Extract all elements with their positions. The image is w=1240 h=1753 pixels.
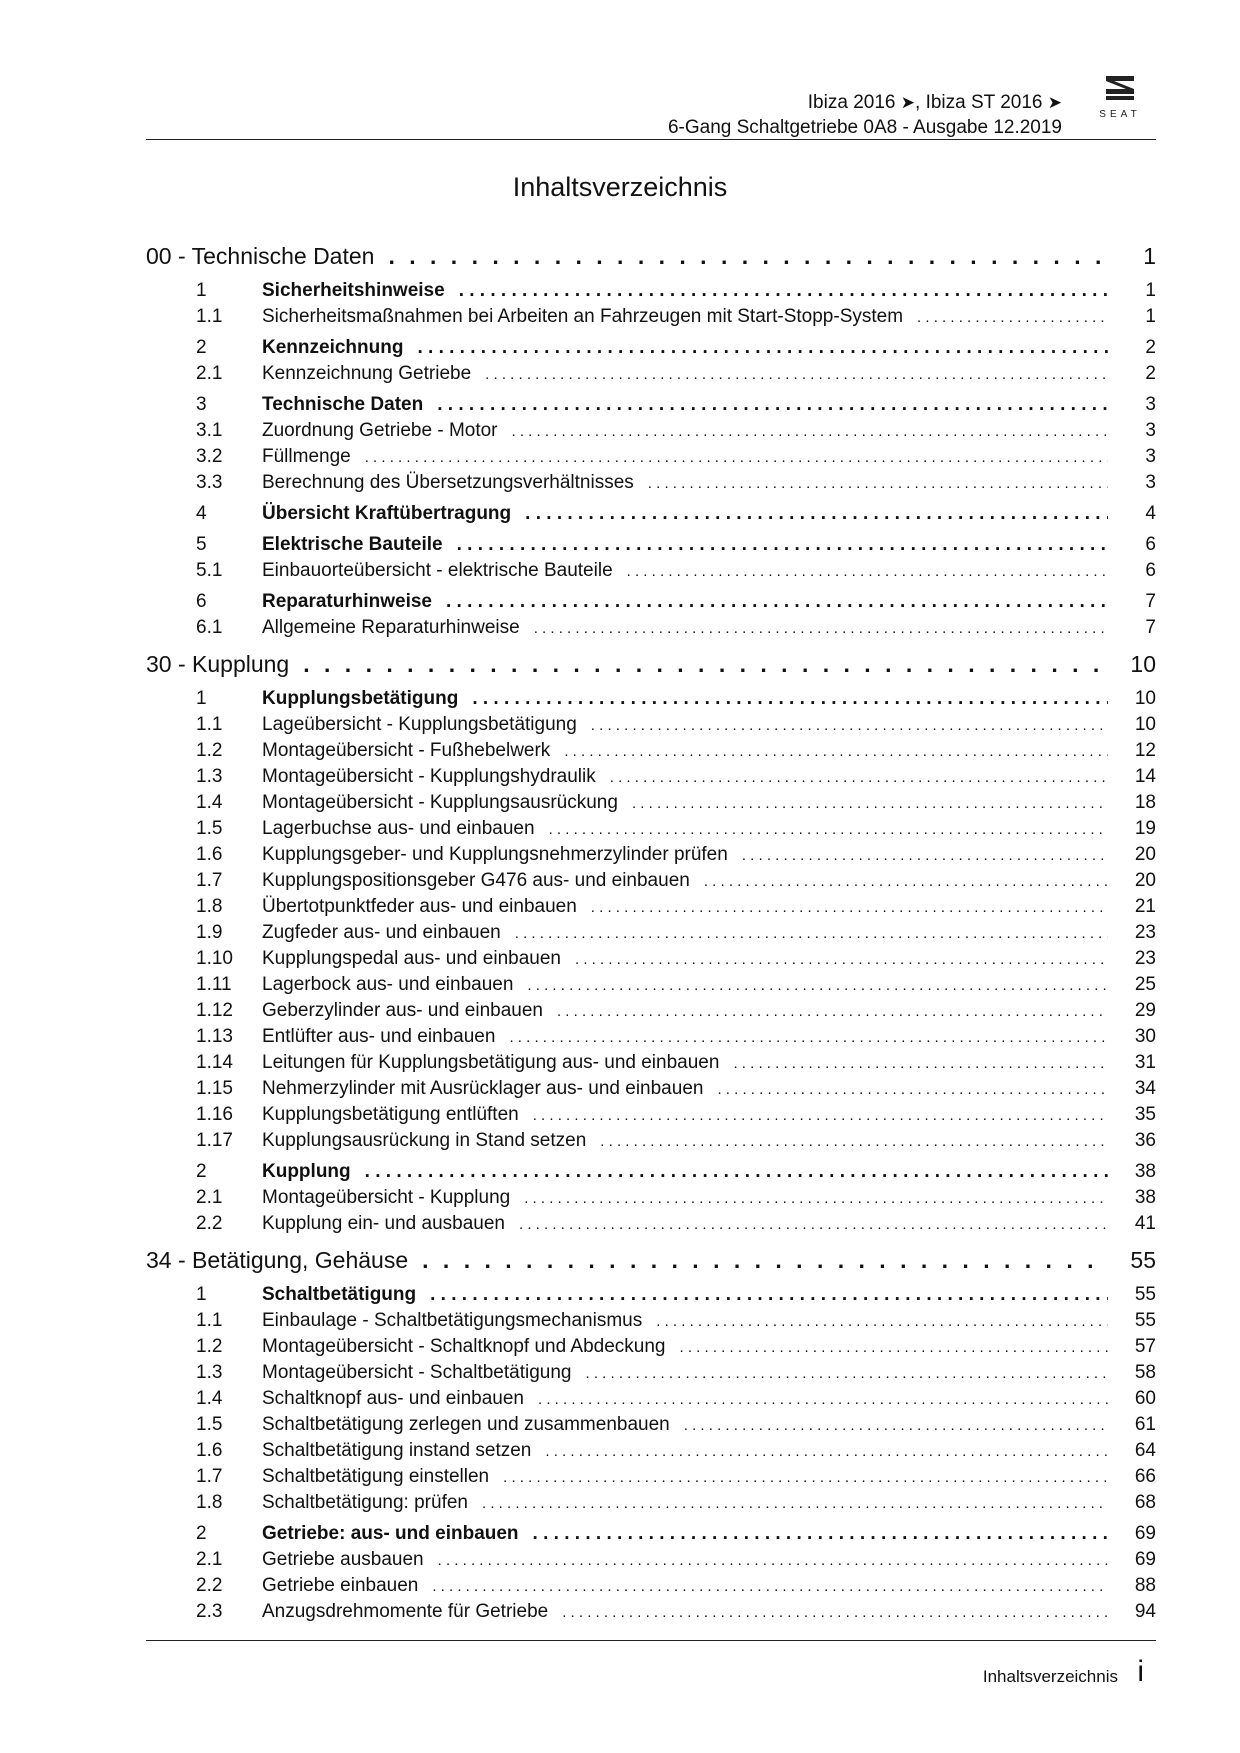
toc-entry-number: 1.13 xyxy=(196,1026,233,1047)
toc-entry-number: 1.7 xyxy=(196,870,223,891)
toc-entry-number: 3.3 xyxy=(196,472,223,493)
toc-entry-title: Schaltbetätigung einstellen xyxy=(262,1466,490,1487)
toc-entry-page: 2 xyxy=(1145,337,1156,358)
dot-leader xyxy=(538,1387,1108,1413)
dot-leader xyxy=(503,1465,1108,1491)
dot-leader xyxy=(717,1077,1108,1103)
toc-entry-sub[interactable] xyxy=(146,361,1156,387)
toc-entry-title: Reparaturhinweise xyxy=(262,591,432,612)
toc-entry-page: 61 xyxy=(1134,1414,1156,1435)
toc-entry-sub[interactable] xyxy=(146,1334,1156,1360)
toc-entry-page: 38 xyxy=(1134,1187,1156,1208)
toc-entry-sub[interactable] xyxy=(146,1185,1156,1211)
toc-entry-title: Leitungen für Kupplungsbetätigung aus- und einbauen xyxy=(262,1052,720,1073)
toc-entry-number: 1.2 xyxy=(196,740,223,761)
toc-entry-number: 1.6 xyxy=(196,844,223,865)
header-model-2: Ibiza ST 2016 xyxy=(925,92,1043,113)
toc-entry-sub[interactable] xyxy=(146,1102,1156,1128)
toc-entry-title: Elektrische Bauteile xyxy=(262,534,443,555)
toc-entry-page: 10 xyxy=(1134,714,1156,735)
dot-leader xyxy=(485,362,1108,388)
toc-entry-number: 3.2 xyxy=(196,446,223,467)
seat-logo-icon xyxy=(1092,72,1148,122)
toc-entry-number: 1.1 xyxy=(196,714,223,735)
toc-entry-sub[interactable] xyxy=(146,1573,1156,1599)
toc-entry-title: Montageübersicht - Kupplungsausrückung xyxy=(262,792,618,813)
toc-entry-sub[interactable] xyxy=(146,1386,1156,1412)
toc-entry-number: 1.14 xyxy=(196,1052,233,1073)
footer-page-number: i xyxy=(1137,1655,1144,1688)
toc-entry-page: 12 xyxy=(1134,740,1156,761)
toc-entry-page: 1 xyxy=(1143,243,1156,269)
toc-entry-page: 30 xyxy=(1134,1026,1156,1047)
toc-entry-page: 7 xyxy=(1145,591,1156,612)
toc-entry-number: 1 xyxy=(196,280,207,301)
toc-entry-number: 2.3 xyxy=(196,1601,223,1622)
dot-leader xyxy=(562,1600,1108,1626)
toc-entry-page: 4 xyxy=(1145,503,1156,524)
dot-leader xyxy=(527,973,1108,999)
toc-entry-page: 3 xyxy=(1145,420,1156,441)
toc-entry-title: Schaltknopf aus- und einbauen xyxy=(262,1388,524,1409)
toc-entry-number: 5.1 xyxy=(196,560,223,581)
toc-entry-page: 35 xyxy=(1134,1104,1156,1125)
toc-entry-title: Zugfeder aus- und einbauen xyxy=(262,922,501,943)
dot-leader xyxy=(525,501,1108,527)
dot-leader xyxy=(564,739,1108,765)
toc-entry-number: 1.3 xyxy=(196,766,223,787)
toc-entry-title: Kupplungsgeber- und Kupplungsnehmerzylinder prüfen xyxy=(262,844,728,865)
dot-leader xyxy=(585,1361,1108,1387)
dot-leader xyxy=(917,305,1108,331)
toc-entry-title: Anzugsdrehmomente für Getriebe xyxy=(262,1601,549,1622)
toc-entry-title: 34 - Betätigung, Gehäuse xyxy=(146,1247,409,1273)
toc-entry-sub[interactable] xyxy=(146,738,1156,764)
toc-entry-title: Einbauorteübersicht - elektrische Bauteile xyxy=(262,560,613,581)
toc-entry-page: 66 xyxy=(1134,1466,1156,1487)
toc-entry-sub[interactable] xyxy=(146,615,1156,641)
toc-entry-page: 23 xyxy=(1134,948,1156,969)
toc-entry-number: 2 xyxy=(196,1523,207,1544)
toc-entry-number: 1.4 xyxy=(196,792,223,813)
toc-entry-number: 2.1 xyxy=(196,1187,223,1208)
toc-entry-section[interactable] xyxy=(146,589,1156,615)
toc-entry-section[interactable] xyxy=(146,1159,1156,1185)
toc-entry-title: Kupplungsbetätigung xyxy=(262,688,459,709)
dot-leader xyxy=(575,947,1108,973)
toc-entry-sub[interactable] xyxy=(146,816,1156,842)
toc-entry-page: 1 xyxy=(1145,306,1156,327)
dot-leader xyxy=(648,471,1108,497)
toc-entry-page: 68 xyxy=(1134,1492,1156,1513)
toc-entry-title: Schaltbetätigung xyxy=(262,1284,417,1305)
toc-entry-number: 1.6 xyxy=(196,1440,223,1461)
toc-entry-number: 2.1 xyxy=(196,363,223,384)
dot-leader xyxy=(417,335,1108,361)
toc-entry-title: Übertotpunktfeder aus- und einbauen xyxy=(262,896,577,917)
toc-entry-title: 00 - Technische Daten xyxy=(146,243,375,269)
toc-entry-number: 3.1 xyxy=(196,420,223,441)
toc-entry-title: Zuordnung Getriebe - Motor xyxy=(262,420,498,441)
toc-entry-title: Montageübersicht - Fußhebelwerk xyxy=(262,740,551,761)
toc-entry-title: Übersicht Kraftübertragung xyxy=(262,503,512,524)
toc-entry-page: 41 xyxy=(1134,1213,1156,1234)
dot-leader xyxy=(600,1129,1108,1155)
dot-leader xyxy=(438,1548,1108,1574)
toc-entry-page: 60 xyxy=(1134,1388,1156,1409)
toc-entry-number: 1.1 xyxy=(196,1310,223,1331)
toc-entry-title: Allgemeine Reparaturhinweise xyxy=(262,617,520,638)
dot-leader xyxy=(515,921,1108,947)
toc-entry-sub[interactable] xyxy=(146,1464,1156,1490)
toc-entry-title: Montageübersicht - Kupplung xyxy=(262,1187,511,1208)
toc-entry-sub[interactable] xyxy=(146,1438,1156,1464)
toc-entry-sub[interactable] xyxy=(146,1076,1156,1102)
dot-leader xyxy=(365,445,1108,471)
toc-entry-number: 1.4 xyxy=(196,1388,223,1409)
toc-entry-page: 55 xyxy=(1130,1247,1156,1273)
toc-entry-chapter[interactable] xyxy=(146,240,1156,273)
toc-entry-page: 6 xyxy=(1145,534,1156,555)
header-subtitle: 6-Gang Schaltgetriebe 0A8 - Ausgabe 12.2019 xyxy=(667,117,1062,138)
dot-leader xyxy=(627,559,1108,585)
toc-entry-title: Lagerbuchse aus- und einbauen xyxy=(262,818,535,839)
toc-entry-page: 18 xyxy=(1134,792,1156,813)
toc-entry-sub[interactable] xyxy=(146,558,1156,584)
toc-entry-page: 23 xyxy=(1134,922,1156,943)
toc-entry-number: 1.2 xyxy=(196,1336,223,1357)
toc-entry-number: 1.16 xyxy=(196,1104,233,1125)
toc-entry-number: 1.15 xyxy=(196,1078,233,1099)
toc-entry-number: 1.17 xyxy=(196,1130,233,1151)
dot-leader xyxy=(533,1521,1108,1547)
toc-entry-number: 4 xyxy=(196,503,207,524)
toc-entry-chapter[interactable] xyxy=(146,648,1156,681)
toc-entry-title: Nehmerzylinder mit Ausrücklager aus- und einbauen xyxy=(262,1078,704,1099)
toc-entry-sub[interactable] xyxy=(146,946,1156,972)
dot-leader xyxy=(557,999,1108,1025)
toc-entry-title: Getriebe einbauen xyxy=(262,1575,419,1596)
toc-entry-page: 58 xyxy=(1134,1362,1156,1383)
toc-entry-sub[interactable] xyxy=(146,1599,1156,1625)
dot-leader xyxy=(388,240,1108,273)
dot-leader xyxy=(704,869,1108,895)
dot-leader xyxy=(534,616,1108,642)
toc-entry-sub[interactable] xyxy=(146,998,1156,1024)
toc-entry-title: Geberzylinder aus- und einbauen xyxy=(262,1000,543,1021)
toc-entry-section[interactable] xyxy=(146,501,1156,527)
toc-entry-section[interactable] xyxy=(146,278,1156,304)
toc-entry-title: Montageübersicht - Schaltbetätigung xyxy=(262,1362,572,1383)
toc-entry-sub[interactable] xyxy=(146,1490,1156,1516)
table-of-contents xyxy=(146,240,1156,1625)
toc-entry-page: 3 xyxy=(1145,446,1156,467)
toc-entry-number: 2.2 xyxy=(196,1575,223,1596)
toc-entry-sub[interactable] xyxy=(146,1128,1156,1154)
toc-entry-page: 64 xyxy=(1134,1440,1156,1461)
toc-entry-sub[interactable] xyxy=(146,444,1156,470)
dot-leader xyxy=(446,589,1108,615)
toc-entry-page: 7 xyxy=(1145,617,1156,638)
arrow-icon[interactable]: ➤ xyxy=(1047,93,1062,112)
toc-entry-section[interactable] xyxy=(146,1521,1156,1547)
toc-entry-title: Schaltbetätigung zerlegen und zusammenbauen xyxy=(262,1414,670,1435)
header-divider xyxy=(146,139,1156,140)
dot-leader xyxy=(459,278,1108,304)
toc-entry-page: 69 xyxy=(1134,1523,1156,1544)
header-model-1: Ibiza 2016 xyxy=(807,92,896,113)
dot-leader xyxy=(742,843,1108,869)
toc-entry-page: 3 xyxy=(1145,394,1156,415)
toc-entry-title: Einbaulage - Schaltbetätigungsmechanismus xyxy=(262,1310,643,1331)
toc-entry-section[interactable] xyxy=(146,532,1156,558)
toc-entry-number: 1.10 xyxy=(196,948,233,969)
toc-entry-number: 5 xyxy=(196,534,207,555)
toc-entry-title: Getriebe: aus- und einbauen xyxy=(262,1523,519,1544)
toc-entry-title: Getriebe ausbauen xyxy=(262,1549,424,1570)
toc-entry-page: 88 xyxy=(1134,1575,1156,1596)
toc-entry-number: 1.8 xyxy=(196,896,223,917)
toc-entry-sub[interactable] xyxy=(146,1412,1156,1438)
toc-entry-number: 1 xyxy=(196,1284,207,1305)
toc-entry-page: 21 xyxy=(1134,896,1156,917)
toc-entry-number: 1.7 xyxy=(196,1466,223,1487)
toc-entry-title: Kennzeichnung Getriebe xyxy=(262,363,472,384)
dot-leader xyxy=(680,1335,1109,1361)
toc-entry-page: 34 xyxy=(1134,1078,1156,1099)
toc-entry-number: 1.5 xyxy=(196,818,223,839)
toc-entry-page: 20 xyxy=(1134,844,1156,865)
dot-leader xyxy=(303,648,1108,681)
toc-entry-number: 1.11 xyxy=(196,974,232,995)
toc-entry-section[interactable] xyxy=(146,335,1156,361)
toc-entry-title: Technische Daten xyxy=(262,394,424,415)
dot-leader xyxy=(591,895,1108,921)
toc-entry-sub[interactable] xyxy=(146,920,1156,946)
logo-text: SEAT xyxy=(1099,109,1141,120)
toc-entry-page: 25 xyxy=(1134,974,1156,995)
toc-entry-page: 69 xyxy=(1134,1549,1156,1570)
dot-leader xyxy=(549,817,1108,843)
toc-entry-title: Montageübersicht - Schaltknopf und Abdeckung xyxy=(262,1336,666,1357)
toc-entry-page: 31 xyxy=(1134,1052,1156,1073)
toc-entry-title: Schaltbetätigung: prüfen xyxy=(262,1492,468,1513)
toc-entry-sub[interactable] xyxy=(146,790,1156,816)
dot-leader xyxy=(422,1244,1108,1277)
toc-entry-number: 1.12 xyxy=(196,1000,233,1021)
toc-entry-number: 1 xyxy=(196,688,207,709)
footer-divider xyxy=(146,1640,1156,1641)
toc-entry-title: Sicherheitsmaßnahmen bei Arbeiten an Fahrzeugen mit Start-Stopp-System xyxy=(262,306,904,327)
toc-entry-title: Lageübersicht - Kupplungsbetätigung xyxy=(262,714,577,735)
toc-entry-sub[interactable] xyxy=(146,894,1156,920)
toc-entry-title: Kupplungspositionsgeber G476 aus- und einbauen xyxy=(262,870,690,891)
dot-leader xyxy=(457,532,1108,558)
toc-entry-title: Lagerbock aus- und einbauen xyxy=(262,974,514,995)
toc-entry-sub[interactable] xyxy=(146,764,1156,790)
page-title: Inhaltsverzeichnis xyxy=(512,172,728,202)
toc-entry-number: 6 xyxy=(196,591,207,612)
toc-entry-page: 1 xyxy=(1145,280,1156,301)
toc-entry-sub[interactable] xyxy=(146,1050,1156,1076)
dot-leader xyxy=(519,1212,1108,1238)
toc-entry-sub[interactable] xyxy=(146,868,1156,894)
toc-entry-page: 10 xyxy=(1134,688,1156,709)
toc-entry-chapter[interactable] xyxy=(146,1244,1156,1277)
arrow-icon[interactable]: ➤ xyxy=(900,93,915,112)
toc-entry-page: 20 xyxy=(1134,870,1156,891)
toc-entry-sub[interactable] xyxy=(146,1024,1156,1050)
toc-entry-title: Füllmenge xyxy=(262,446,351,467)
toc-entry-sub[interactable] xyxy=(146,304,1156,330)
dot-leader xyxy=(524,1186,1108,1212)
toc-entry-page: 6 xyxy=(1145,560,1156,581)
dot-leader xyxy=(472,686,1108,712)
footer-label: Inhaltsverzeichnis xyxy=(982,1667,1118,1686)
toc-entry-page: 94 xyxy=(1134,1601,1156,1622)
toc-entry-section[interactable] xyxy=(146,392,1156,418)
toc-entry-number: 1.8 xyxy=(196,1492,223,1513)
toc-entry-number: 2 xyxy=(196,1161,207,1182)
dot-leader xyxy=(684,1413,1108,1439)
toc-entry-number: 2 xyxy=(196,337,207,358)
header-separator: , xyxy=(915,92,921,113)
dot-leader xyxy=(437,392,1108,418)
toc-entry-title: Schaltbetätigung instand setzen xyxy=(262,1440,532,1461)
toc-entry-title: 30 - Kupplung xyxy=(146,651,290,677)
toc-entry-number: 1.5 xyxy=(196,1414,223,1435)
toc-entry-sub[interactable] xyxy=(146,712,1156,738)
dot-leader xyxy=(656,1309,1108,1335)
dot-leader xyxy=(632,791,1108,817)
toc-entry-sub[interactable] xyxy=(146,1547,1156,1573)
header-models xyxy=(808,92,1062,114)
toc-entry-number: 2.1 xyxy=(196,1549,223,1570)
toc-entry-page: 29 xyxy=(1134,1000,1156,1021)
dot-leader xyxy=(512,419,1108,445)
toc-entry-number: 6.1 xyxy=(196,617,223,638)
dot-leader xyxy=(610,765,1108,791)
dot-leader xyxy=(365,1159,1108,1185)
toc-entry-title: Montageübersicht - Kupplungshydraulik xyxy=(262,766,596,787)
toc-entry-page: 2 xyxy=(1145,363,1156,384)
toc-entry-sub[interactable] xyxy=(146,972,1156,998)
toc-entry-title: Kupplungspedal aus- und einbauen xyxy=(262,948,561,969)
toc-entry-title: Kupplungsausrückung in Stand setzen xyxy=(262,1130,587,1151)
dot-leader xyxy=(482,1491,1108,1517)
toc-entry-title: Kupplung xyxy=(262,1161,351,1182)
toc-entry-page: 14 xyxy=(1134,766,1156,787)
dot-leader xyxy=(432,1574,1108,1600)
dot-leader xyxy=(430,1282,1108,1308)
toc-entry-section[interactable] xyxy=(146,686,1156,712)
toc-entry-page: 55 xyxy=(1134,1310,1156,1331)
toc-entry-number: 1.3 xyxy=(196,1362,223,1383)
toc-entry-title: Kupplung ein- und ausbauen xyxy=(262,1213,505,1234)
toc-entry-number: 2.2 xyxy=(196,1213,223,1234)
toc-entry-sub[interactable] xyxy=(146,1360,1156,1386)
toc-entry-page: 57 xyxy=(1134,1336,1156,1357)
toc-entry-number: 3 xyxy=(196,394,207,415)
toc-entry-page: 19 xyxy=(1134,818,1156,839)
toc-entry-sub[interactable] xyxy=(146,470,1156,496)
toc-entry-sub[interactable] xyxy=(146,1211,1156,1237)
toc-entry-sub[interactable] xyxy=(146,842,1156,868)
toc-entry-number: 1.1 xyxy=(196,306,223,327)
toc-entry-page: 36 xyxy=(1134,1130,1156,1151)
dot-leader xyxy=(533,1103,1108,1129)
toc-entry-page: 55 xyxy=(1134,1284,1156,1305)
dot-leader xyxy=(509,1025,1108,1051)
dot-leader xyxy=(591,713,1108,739)
toc-entry-title: Kennzeichnung xyxy=(262,337,404,358)
toc-entry-number: 1.9 xyxy=(196,922,223,943)
toc-entry-page: 10 xyxy=(1130,651,1156,677)
toc-entry-page: 3 xyxy=(1145,472,1156,493)
toc-entry-title: Kupplungsbetätigung entlüften xyxy=(262,1104,519,1125)
toc-entry-title: Entlüfter aus- und einbauen xyxy=(262,1026,496,1047)
dot-leader xyxy=(545,1439,1108,1465)
toc-entry-section[interactable] xyxy=(146,1282,1156,1308)
toc-entry-title: Sicherheitshinweise xyxy=(262,280,445,301)
toc-entry-sub[interactable] xyxy=(146,418,1156,444)
toc-entry-page: 38 xyxy=(1134,1161,1156,1182)
toc-entry-sub[interactable] xyxy=(146,1308,1156,1334)
dot-leader xyxy=(733,1051,1108,1077)
toc-entry-title: Berechnung des Übersetzungsverhältnisses xyxy=(262,472,634,493)
